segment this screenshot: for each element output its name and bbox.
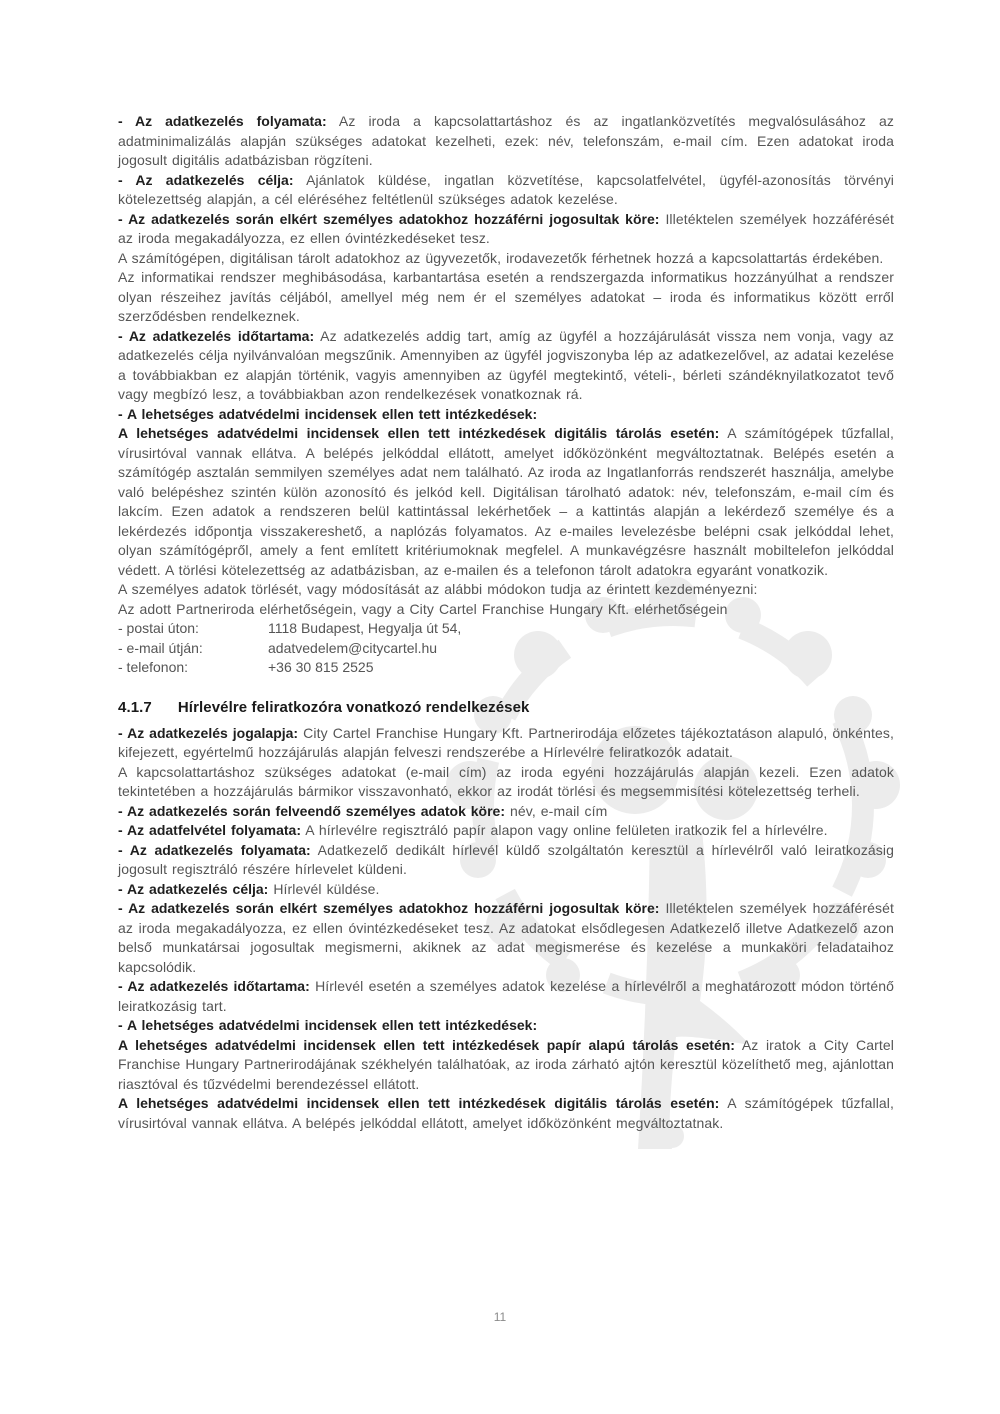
paragraph <box>118 210 894 249</box>
paragraph-text: Az iroda a kapcsolattartáshoz és az ingatlanközvetítés megvalósulásához az adatminimalizálás alapján szükséges adatokat kezelheti, ezek: név, telefonszám, e-mail cím. Ezen adatokat iroda jogosult digitális adatbázisban rögzíteni. <box>118 113 894 168</box>
paragraph <box>118 580 894 600</box>
paragraph-text: Az adatkezelés addig tart, amíg az ügyfél a hozzájárulását vissza nem vonja, vagy az adatkezelés célja nyilvánvalóan megszűnik. Amennyiben az ügyfél jogviszonyba lép az adatkezelővel, az adatai kezelése a továbbiakban ez alapján történik, vagyis amennyiben az ügyfél megtekintő, vételi-, bérleti szándéknyilatkozatot tevő vagy megbízó lesz, a továbbiakban azon rendelkezések vonatkoznak rá. <box>118 327 895 402</box>
paragraph-label: - A lehetséges adatvédelmi incidensek ellen tett intézkedések: <box>118 405 538 422</box>
paragraph <box>118 171 894 210</box>
paragraph-text: A személyes adatok törlését, vagy módosítását az alábbi módokon tudja az érintett kezdeményezni: <box>118 581 758 597</box>
paragraph-text: Az adott Partneriroda elérhetőségein, vagy a City Cartel Franchise Hungary Kft. elérhetőségein <box>118 600 728 617</box>
contact-row-phone <box>118 658 894 678</box>
paragraph-text: Ajánlatok küldése, ingatlan közvetítése, kapcsolatfelvétel, ügyfél-azonosítás törvényi kötelezettség alapján, a cél eléréséhez feltétlenül szükséges adatok kezelése. <box>118 171 895 207</box>
paragraph-label: - Az adatkezelés folyamata: <box>118 113 327 129</box>
section-number: 4.1.7 <box>118 698 152 716</box>
paragraph-label: A lehetséges adatvédelmi incidensek ellen tett intézkedések digitális tárolás esetén: <box>118 1095 720 1111</box>
paragraph-text: A számítógépen, digitálisan tárolt adatokhoz az ügyvezetők, irodavezetők férhetnek hozzá a kapcsolattartás érdekében. <box>118 249 884 266</box>
paragraph-text: Hírlevél esetén a személyes adatok kezelése a hírlevélről a meghatározott módon történő leiratkozásig tart. <box>118 978 894 1014</box>
contact-label: - telefonon: <box>118 659 189 675</box>
paragraph <box>118 1016 894 1036</box>
paragraph-text: Az informatikai rendszer meghibásodása, karbantartása esetén a rendszergazda informatikus hozzányúlhat a rendszer olyan részeihez javítás céljából, amellyel még nem ér el személyes adatokat – iroda és informatikus között erről szerződésben rendelkeznek. <box>118 269 894 324</box>
section-title: Hírlevélre feliratkozóra vonatkozó rendelkezések <box>177 698 530 716</box>
paragraph <box>118 841 894 880</box>
paragraph <box>118 899 894 977</box>
paragraph-text: Illetéktelen személyek hozzáférését az iroda megakadályozza, ez ellen óvintézkedéseket tesz. Az adatokat elsődlegesen Adatkezelő illetve Adatkezelő azon belső munkatársai jogosultak megismerni, akiknek az adat megismerése és kezelése a munkaköri feladataihoz kapcsolódik. <box>118 900 895 975</box>
section-heading <box>118 698 894 718</box>
paragraph-text: Az iratok a City Cartel Franchise Hungary Partnerirodájának székhelyén találhatóak, az iroda zárható ajtón keresztül közelíthető meg, ajánlottan riasztóval és tűzvédelmi berendezéssel ellátott. <box>118 1036 894 1092</box>
paragraph-label: - A lehetséges adatvédelmi incidensek ellen tett intézkedések: <box>118 1017 538 1033</box>
contact-value: adatvedelem@citycartel.hu <box>268 639 438 656</box>
paragraph <box>118 1036 894 1095</box>
paragraph <box>118 977 894 1016</box>
paragraph-label: - Az adatkezelés során elkért személyes adatokhoz hozzáférni jogosultak köre: <box>118 210 660 227</box>
paragraph-text: név, e-mail cím <box>509 802 608 819</box>
paragraph <box>118 327 894 405</box>
paragraph-text: Adatkezelő dedikált hírlevél küldő szolgáltatón keresztül a hírlevélről való leiratkozásig jogosult regisztráló részére hírlevelet küldeni. <box>118 841 895 877</box>
paragraph-text: A számítógépek tűzfallal, vírusirtóval vannak ellátva. A belépés jelkóddal ellátott, amelyet időközönként megváltoztatnak. Belépés esetén a számítógép asztalán semmilyen személyes adat nem található. Az iroda az Ingatlanforrás rendszerét használja, amelybe való belépéshez szintén külön azonosító és jelkód kell. Digitálisan tárolható adatok: név, telefonszám, e-mail cím és lakcím. Ezen adatok a rendszeren belül kattintással lekérhetőek – a kattintás alapján a lekérdező személye és a lekérdezés időpontja visszakereshető, a naplózás folyamatos. Az e-mailes levelezésbe belépni csak jelkóddal lehet, olyan számítógépről, amely a fent említett kritériumoknak megfelel. A munkavégzésre használt mobiltelefon jelkóddal védett. A törlési kötelezettség az adatbázisban, az e-mailen és a telefonon tárolt adatokra egyaránt vonatkozik. <box>118 425 895 578</box>
contact-label: - e-mail útján: <box>118 639 203 656</box>
paragraph-label: - Az adatkezelés célja: <box>118 880 269 897</box>
paragraph <box>118 821 894 841</box>
page-content <box>118 112 894 1133</box>
paragraph-text: City Cartel Franchise Hungary Kft. Partnerirodája előzetes tájékoztatáson alapuló, önkéntes, kifejezett, egyértelmű hozzájárulás alapján felveszi rendszerébe a Hírlevélre feliratkozók adatait. <box>118 724 895 760</box>
paragraph <box>118 802 894 822</box>
paragraph-text: Hírlevél küldése. <box>273 880 380 897</box>
contact-label: - postai úton: <box>118 620 199 636</box>
paragraph <box>118 724 894 763</box>
paragraph-label: - Az adatkezelés jogalapja: <box>118 724 299 741</box>
paragraph-label: A lehetséges adatvédelmi incidensek ellen tett intézkedések papír alapú tárolás esetén: <box>118 1036 735 1053</box>
paragraph <box>118 763 894 802</box>
paragraph <box>118 1094 894 1133</box>
page-number: 11 <box>493 1310 507 1324</box>
paragraph <box>118 880 894 900</box>
contact-row-postal <box>118 619 894 639</box>
paragraph-text: A számítógépek tűzfallal, vírusirtóval vannak ellátva. A belépés jelkóddal ellátott, amelyet időközönként megváltoztatnak. <box>118 1095 895 1131</box>
contact-value: 1118 Budapest, Hegyalja út 54, <box>268 620 462 636</box>
paragraph <box>118 424 894 580</box>
paragraph-label: - Az adatkezelés időtartama: <box>118 327 315 344</box>
contact-value: +36 30 815 2525 <box>268 659 374 675</box>
paragraph <box>118 600 894 620</box>
paragraph-label: A lehetséges adatvédelmi incidensek ellen tett intézkedések digitális tárolás esetén: <box>118 425 720 441</box>
paragraph-label: - Az adatkezelés célja: <box>118 171 294 188</box>
paragraph <box>118 112 894 171</box>
paragraph-text: A hírlevélre regisztráló papír alapon vagy online felületen iratkozik fel a hírlevélre. <box>305 822 828 838</box>
paragraph-label: - Az adatfelvétel folyamata: <box>118 822 301 838</box>
paragraph-text: A kapcsolattartáshoz szükséges adatokat (e-mail cím) az iroda egyéni hozzájárulás alapján kezeli. Ezen adatok tekintetében a hozzájárulás bármikor visszavonható, ekkor az irodát törlési és megsemmisítési kötelezettség terheli. <box>118 763 894 799</box>
contact-row-email <box>118 639 894 659</box>
paragraph-label: - Az adatkezelés folyamata: <box>118 841 311 858</box>
paragraph-label: - Az adatkezelés során felveendő személyes adatok köre: <box>118 802 505 819</box>
paragraph-label: - Az adatkezelés időtartama: <box>118 978 310 994</box>
paragraph <box>118 405 894 425</box>
paragraph-text: Illetéktelen személyek hozzáférését az iroda megakadályozza, ez ellen óvintézkedéseket tesz. <box>118 210 895 246</box>
paragraph <box>118 268 894 327</box>
paragraph-label: - Az adatkezelés során elkért személyes adatokhoz hozzáférni jogosultak köre: <box>118 900 660 916</box>
paragraph <box>118 249 894 269</box>
